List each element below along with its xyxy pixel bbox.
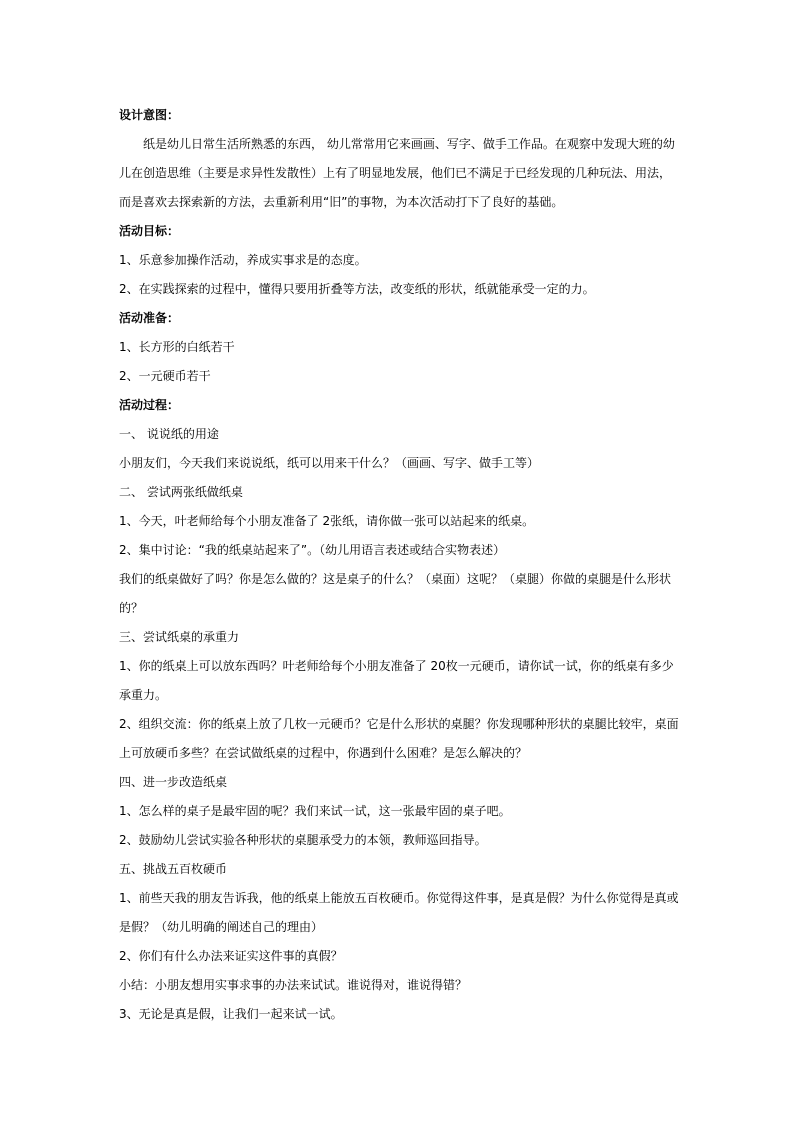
paragraph-line: 1、前些天我的朋友告诉我，他的纸桌上能放五百枚硬币。你觉得这件事，是真是假？为什么你觉得是真或 — [119, 891, 679, 905]
step-text: 1、怎么样的桌子是最牢固的呢？我们来试一试，这一张最牢固的桌子吧。 — [119, 804, 511, 818]
document-body — [119, 101, 679, 1029]
activity-process-heading: 活动过程： — [119, 398, 180, 412]
step-title: 三、尝试纸桌的承重力 — [119, 630, 240, 644]
paragraph-line: 1、你的纸桌上可以放东西吗？叶老师给每个小朋友准备了 20枚一元硬币，请你试一试，你的纸桌有多少 — [119, 659, 674, 673]
step-text: 2、你们有什么办法来证实这件事的真假？ — [119, 949, 343, 963]
activity-goal-heading: 活动目标： — [119, 224, 180, 238]
prep-item: 2、一元硬币若干 — [119, 369, 211, 383]
activity-prep-heading: 活动准备： — [119, 311, 180, 325]
paragraph-line: 承重力。 — [119, 688, 168, 702]
paragraph-line: 上可放硬币多些？在尝试做纸桌的过程中，你遇到什么困难？是怎么解决的？ — [119, 746, 528, 760]
paragraph-line: 儿在创造思维（主要是求异性发散性）上有了明显地发展，他们已不满足于已经发现的几种玩法、用法， — [119, 166, 672, 180]
step-text: 1、今天，叶老师给每个小朋友准备了 2张纸，请你做一张可以站起来的纸桌。 — [119, 514, 535, 528]
step-text: 2、集中讨论：“我的纸桌站起来了”。（幼儿用语言表述或结合实物表述） — [119, 543, 506, 557]
step-text: 2、鼓励幼儿尝试实验各种形状的桌腿承受力的本领，教师巡回指导。 — [119, 833, 487, 847]
step-text: 3、无论是真是假，让我们一起来试一试。 — [119, 1007, 343, 1021]
design-intent-paragraph — [119, 130, 679, 217]
paragraph-line: 的？ — [119, 601, 144, 615]
paragraph-line: 纸是幼儿日常生活所熟悉的东西， 幼儿常常用它来画画、写字、做手工作品。在观察中发现大班的幼 — [143, 137, 675, 151]
goal-item: 2、在实践探索的过程中，懂得只要用折叠等方法，改变纸的形状，纸就能承受一定的力。 — [119, 282, 595, 296]
paragraph-line: 我们的纸桌做好了吗？你是怎么做的？这是桌子的什么？（桌面）这呢？（桌腿）你做的桌腿是什么形状 — [119, 572, 672, 586]
step-title: 二、 尝试两张纸做纸桌 — [119, 485, 243, 499]
paragraph-line: 而是喜欢去探索新的方法，去重新利用“旧”的事物，为本次活动打下了良好的基础。 — [119, 195, 564, 209]
summary-text: 小结：小朋友想用实事求事的办法来试试。谁说得对，谁说得错？ — [119, 978, 468, 992]
step-title: 四、进一步改造纸桌 — [119, 775, 228, 789]
step-text: 小朋友们，今天我们来说说纸，纸可以用来干什么？（画画、写字、做手工等） — [119, 456, 540, 470]
prep-item: 1、长方形的白纸若干 — [119, 340, 235, 354]
paragraph-line: 是假？（幼儿明确的阐述自己的理由） — [119, 920, 324, 934]
design-intent-heading: 设计意图： — [119, 108, 180, 122]
step-title: 一、 说说纸的用途 — [119, 427, 219, 441]
step-title: 五、挑战五百枚硬币 — [119, 862, 228, 876]
paragraph-line: 2、组织交流：你的纸桌上放了几枚一元硬币？它是什么形状的桌腿？你发现哪种形状的桌腿比较牢，桌面 — [119, 717, 679, 731]
goal-item: 1、乐意参加操作活动，养成实事求是的态度。 — [119, 253, 367, 267]
